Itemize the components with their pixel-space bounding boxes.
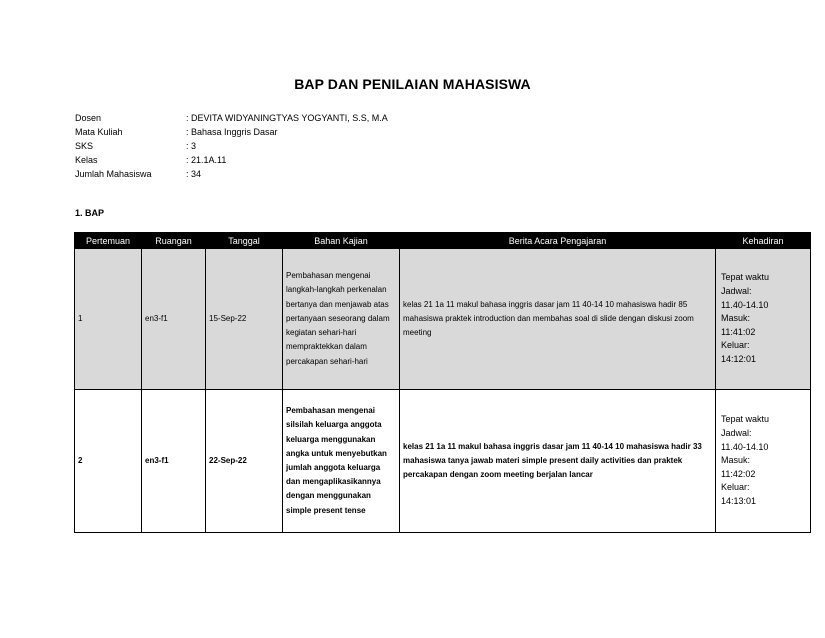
cell-pertemuan: 1 bbox=[75, 249, 142, 390]
kehadiran-masuk-label: Masuk: bbox=[721, 455, 751, 466]
cell-berita-acara: kelas 21 1a 11 makul bahasa inggris dasar jam 11 40-14 10 mahasiswa hadir 33 mahasiswa tanya jawab materi simple present daily activities dan praktek percakapan dengan zoom meeting berjalan lancar bbox=[400, 390, 716, 533]
cell-tanggal: 15-Sep-22 bbox=[206, 249, 283, 390]
kehadiran-jadwal-label: Jadwal: bbox=[721, 428, 752, 439]
kehadiran-masuk-label: Masuk: bbox=[721, 313, 751, 324]
header-kehadiran: Kehadiran bbox=[716, 233, 811, 249]
kehadiran-keluar-value: 14:13:01 bbox=[721, 495, 757, 506]
header-berita-acara: Berita Acara Pengajaran bbox=[400, 233, 716, 249]
info-label: SKS bbox=[75, 141, 94, 151]
bap-table bbox=[74, 232, 811, 533]
info-row-jumlah-mahasiswa bbox=[75, 167, 388, 181]
page-title: BAP DAN PENILAIAN MAHASISWA bbox=[294, 76, 531, 92]
kehadiran-masuk-value: 11:41:02 bbox=[721, 326, 756, 337]
cell-tanggal: 22-Sep-22 bbox=[206, 390, 283, 533]
kehadiran-jadwal-label: Jadwal: bbox=[721, 286, 752, 297]
cell-ruangan: en3-f1 bbox=[142, 390, 206, 533]
info-label: Dosen bbox=[75, 113, 102, 123]
kehadiran-status: Tepat waktu bbox=[721, 272, 770, 283]
info-label: Mata Kuliah bbox=[75, 127, 123, 137]
header-tanggal: Tanggal bbox=[206, 233, 283, 249]
header-bahan-kajian: Bahan Kajian bbox=[283, 233, 400, 249]
cell-kehadiran bbox=[716, 390, 811, 533]
cell-pertemuan: 2 bbox=[75, 390, 142, 533]
header-ruangan: Ruangan bbox=[142, 233, 206, 249]
header-pertemuan: Pertemuan bbox=[75, 233, 142, 249]
info-value: : 34 bbox=[186, 169, 202, 179]
info-row-sks bbox=[75, 139, 388, 153]
cell-ruangan: en3-f1 bbox=[142, 249, 206, 390]
info-value: : 21.1A.11 bbox=[186, 155, 227, 165]
info-value: : DEVITA WIDYANINGTYAS YOGYANTI, S.S, M.A bbox=[186, 113, 388, 123]
kehadiran-status: Tepat waktu bbox=[721, 414, 770, 425]
cell-kehadiran bbox=[716, 249, 811, 390]
info-label: Kelas bbox=[75, 155, 98, 165]
info-row-dosen bbox=[75, 111, 388, 125]
info-row-mata-kuliah bbox=[75, 125, 388, 139]
section-title: 1. BAP bbox=[75, 208, 105, 218]
kehadiran-jadwal-value: 11.40-14.10 bbox=[721, 441, 769, 452]
cell-berita-acara: kelas 21 1a 11 makul bahasa inggris dasar jam 11 40-14 10 mahasiswa hadir 85 mahasiswa praktek introduction dan membahas soal di slide dengan diskusi zoom meeting bbox=[400, 249, 716, 390]
cell-bahan-kajian: Pembahasan mengenai silsilah keluarga anggota keluarga menggunakan angka untuk menyebutkan jumlah anggota keluarga dan mengaplikasikannya dengan menggunakan simple present tense bbox=[283, 390, 400, 533]
table-row bbox=[75, 249, 811, 390]
kehadiran-jadwal-value: 11.40-14.10 bbox=[721, 299, 769, 310]
table-header-row bbox=[75, 233, 811, 249]
info-row-kelas bbox=[75, 153, 388, 167]
info-value: : 3 bbox=[186, 141, 197, 151]
cell-bahan-kajian: Pembahasan mengenai langkah-langkah perkenalan bertanya dan menjawab atas pertanyaan seseorang dalam kegiatan sehari-hari mempraktekkan dalam percakapan sehari-hari bbox=[283, 249, 400, 390]
table-row bbox=[75, 390, 811, 533]
kehadiran-keluar-label: Keluar: bbox=[721, 340, 750, 351]
kehadiran-keluar-label: Keluar: bbox=[721, 482, 750, 493]
kehadiran-masuk-value: 11:42:02 bbox=[721, 468, 756, 479]
info-label: Jumlah Mahasiswa bbox=[75, 169, 152, 179]
info-value: : Bahasa Inggris Dasar bbox=[186, 127, 278, 137]
kehadiran-keluar-value: 14:12:01 bbox=[721, 353, 757, 364]
info-block bbox=[75, 111, 388, 181]
